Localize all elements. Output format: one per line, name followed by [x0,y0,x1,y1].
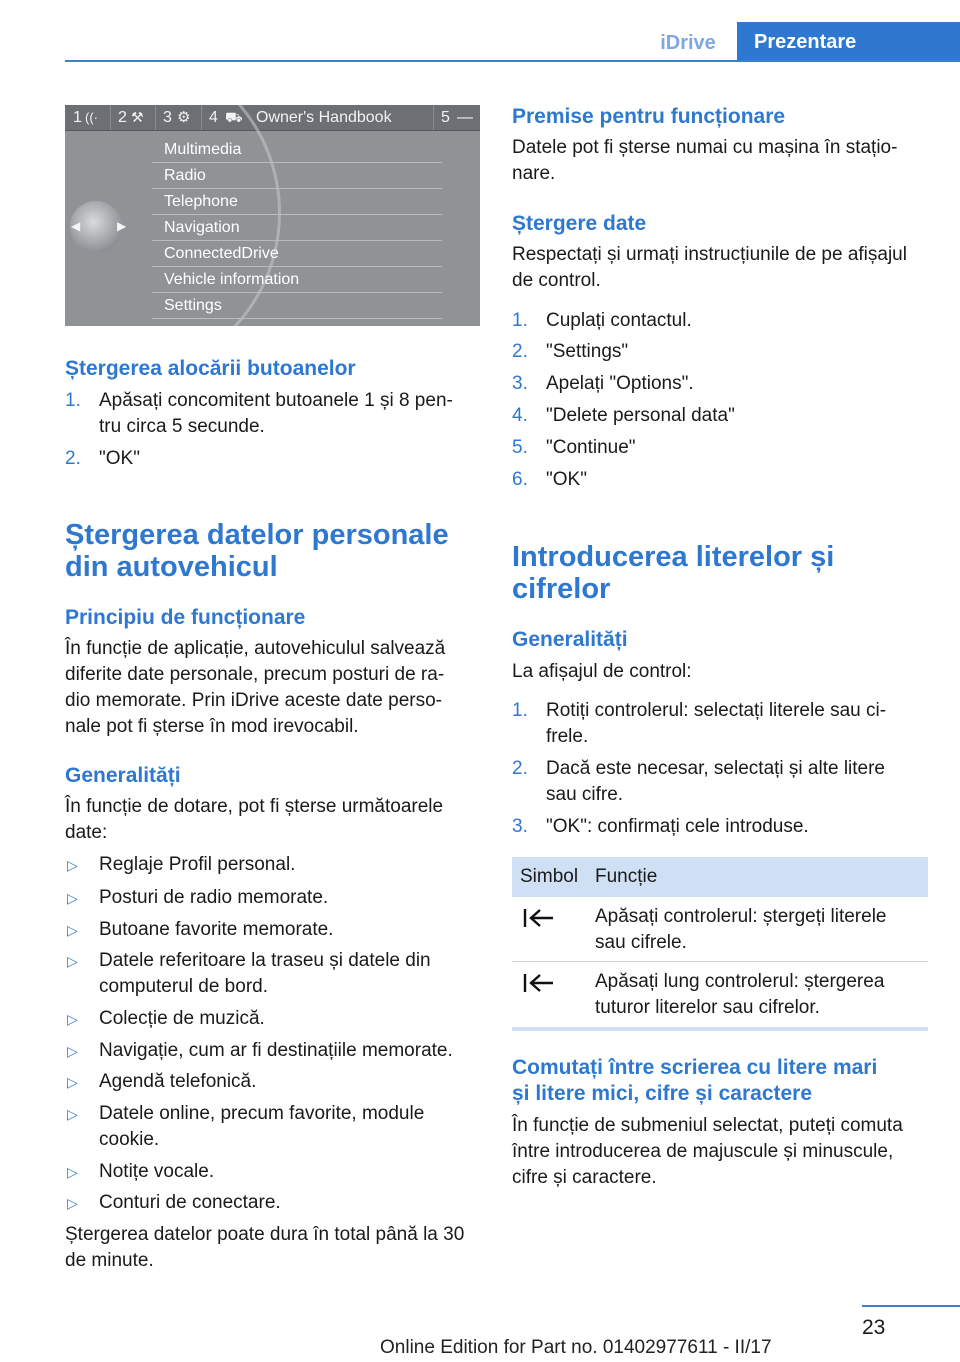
car-icon: ⛟ [225,109,243,125]
bullet-text: Reglaje Profil personal. [99,854,296,875]
text-line: dio memorate. Prin iDrive aceste date perso- [65,690,442,711]
list-text: Apăsați concomitent butoanele 1 și 8 pen- [99,390,453,411]
heading-premise: Premise pentru funcționare [512,105,786,128]
bullet-text: Navigație, cum ar fi destinațiile memorate. [99,1040,453,1061]
list-text: "Settings" [546,341,629,362]
paragraph-la-afisaj: La afișajul de control: [512,661,692,682]
screen-menu [152,138,445,323]
list-item [512,756,932,782]
paragraph-premise [512,135,932,187]
triangle-bullet-icon: ▷ [67,1164,78,1180]
list-text: "Continue" [546,437,636,458]
bullet-text: cookie. [99,1129,160,1150]
bullet-text: Colecție de muzică. [99,1008,265,1029]
screen-tab-4: 4 [209,109,218,126]
list-text: Cuplați contactul. [546,310,692,331]
list-number: 6. [512,469,528,490]
paragraph-comutati [512,1113,942,1191]
header-chapter-tab: Prezentare [737,22,960,62]
list-text: "OK": confirmați cele introduse. [546,816,809,837]
paragraph-durata [65,1222,485,1274]
list-item [512,339,932,365]
text-line: nale pot fi șterse în mod irevocabil. [65,716,359,737]
list-item [512,467,932,493]
list-item [512,371,932,397]
triangle-bullet-icon: ▷ [67,1106,78,1122]
heading-introducerea: Introducerea literelor și [512,541,835,573]
text-line: Apăsați lung controlerul: ștergerea [595,971,885,992]
list-text: tru circa 5 secunde. [99,416,265,437]
text-line: În funcție de aplicație, autovehiculul salvează [65,638,446,659]
paragraph-stergere [512,242,942,294]
paragraph-principiu [65,636,485,740]
screen-menu-item: Settings [152,294,442,319]
bullet-text: computerul de bord. [99,976,268,997]
screen-tab-separator [433,105,434,130]
text-line: Apăsați controlerul: ștergeți literele [595,906,887,927]
heading-generalitati-left: Generalități [65,764,181,787]
list-item [512,308,932,334]
list-number: 5. [512,437,528,458]
table-row-1-function [595,904,925,956]
list-number: 2. [65,448,81,469]
list-number: 2. [512,758,528,779]
bullet-item [65,1006,485,1032]
table-bottom-rule [512,1027,928,1031]
text-line: date: [65,822,108,843]
list-number: 2. [512,341,528,362]
screen-tab-2: 2 [118,109,127,126]
text-line: Respectați și urmați instrucțiunile de pe afișajul [512,244,907,265]
screen-menu-item: Navigation [152,216,442,241]
bullet-text: Datele online, precum favorite, module [99,1103,425,1124]
list-text: Rotiți controlerul: selectați literele sau ci- [546,700,887,721]
list-text: "Delete personal data" [546,405,735,426]
text-line: între introducerea de majuscule și minuscule, [512,1141,894,1162]
column-header-functie: Funcție [595,866,658,887]
list-item [512,814,932,840]
list-text: "OK" [99,448,140,469]
bullet-item [65,852,485,878]
triangle-bullet-icon: ▷ [67,1011,78,1027]
screen-menu-item: Telephone [152,190,442,215]
list-item-continuation [512,782,932,808]
list-item-continuation [65,414,485,440]
list-item [65,446,485,472]
triangle-bullet-icon: ▷ [67,857,78,873]
text-line: nare. [512,163,556,184]
list-number: 1. [65,390,81,411]
bullet-text: Datele referitoare la traseu și datele din [99,950,431,971]
list-text: "OK" [546,469,587,490]
text-line: Ștergerea datelor poate dura în total până la 30 [65,1224,465,1245]
heading-principiu: Principiu de funcționare [65,606,306,629]
list-item-continuation [512,724,932,750]
list-text: Dacă este necesar, selectați și alte litere [546,758,886,779]
bullet-text: Butoane favorite memorate. [99,919,334,940]
heading-comutati-line2: și litere mici, cifre și caractere [512,1082,813,1105]
triangle-bullet-icon: ▷ [67,1074,78,1090]
screen-menu-item: Vehicle information [152,268,442,293]
minus-icon: — [457,109,473,126]
bullet-item [65,1038,485,1064]
triangle-bullet-icon: ▷ [67,1043,78,1059]
list-text: sau cifre. [546,784,624,805]
heading-stergerea-datelor-line2: din autovehicul [65,551,278,583]
list-number: 3. [512,373,528,394]
wireless-icon: ((· [85,110,98,125]
heading-stergere-date: Ștergere date [512,212,647,235]
list-item [512,435,932,461]
footer-edition: Online Edition for Part no. 01402977611 - II/17 [380,1337,772,1358]
list-text: Apelați "Options". [546,373,694,394]
text-line: tuturor literelor sau cifrelor. [595,997,820,1018]
heading-comutati: Comutați între scrierea cu litere mari [512,1056,878,1079]
arrow-left-icon: ◀ [71,219,81,233]
delete-left-icon [523,906,563,930]
bullet-item [65,885,485,911]
list-number: 1. [512,310,528,331]
triangle-bullet-icon: ▷ [67,890,78,906]
screen-tab-5: 5 [441,109,450,126]
screen-tab-3: 3 [163,109,172,126]
list-item [512,403,932,429]
heading-introducerea-line2: cifrelor [512,573,611,605]
screen-menu-item: Multimedia [152,138,442,163]
idrive-screen-image [65,105,480,326]
text-line: Datele pot fi șterse numai cu mașina în stațio- [512,137,898,158]
text-line: În funcție de submeniul selectat, puteți comuta [512,1115,903,1136]
arrow-right-icon: ▶ [117,219,127,233]
list-number: 4. [512,405,528,426]
bullet-item [65,1159,485,1185]
triangle-bullet-icon: ▷ [67,1195,78,1211]
triangle-bullet-icon: ▷ [67,953,78,969]
text-line: cifre și caractere. [512,1167,657,1188]
bullet-text: Agendă telefonică. [99,1071,257,1092]
heading-stergerea-datelor: Ștergerea datelor personale [65,519,449,551]
heading-stergerea-alocarii: Ștergerea alocării butoanelor [65,357,356,380]
screen-tab-1: 1 [73,109,82,126]
text-line: de minute. [65,1250,154,1271]
paragraph-generalitati [65,794,485,846]
screen-menu-item: Radio [152,164,442,189]
symbol-table-header [512,857,928,897]
heading-generalitati-right: Generalități [512,628,628,651]
text-line: În funcție de dotare, pot fi șterse următoarele [65,796,444,817]
screen-menu-item: ConnectedDrive [152,242,442,267]
bullet-item [65,1069,485,1095]
list-item [65,388,485,414]
text-line: de control. [512,270,601,291]
column-header-simbol: Simbol [520,866,579,887]
list-number: 3. [512,816,528,837]
text-line: sau cifrele. [595,932,687,953]
gear-icon: ⚙ [177,109,191,126]
header-rule [65,60,960,62]
footer-rule [862,1305,960,1307]
bullet-item [65,917,485,943]
list-item [512,698,932,724]
bullet-text: Notițe vocale. [99,1161,215,1182]
table-row-divider [512,961,928,962]
bullet-item [65,1190,485,1216]
bullet-item [65,948,485,1000]
bullet-text: Conturi de conectare. [99,1192,281,1213]
text-line: diferite date personale, precum posturi de ra- [65,664,445,685]
page-number: 23 [862,1316,886,1339]
list-number: 1. [512,700,528,721]
header-section-label: iDrive [660,32,716,54]
screen-tab-4-label: Owner's Handbook [256,109,392,126]
bullet-item [65,1101,485,1153]
table-row-2-function [595,969,925,1021]
delete-all-left-icon [523,971,563,995]
list-text: frele. [546,726,589,747]
bullet-text: Posturi de radio memorate. [99,887,329,908]
triangle-bullet-icon: ▷ [67,922,78,938]
wrench-icon: ⚒ [131,109,144,125]
